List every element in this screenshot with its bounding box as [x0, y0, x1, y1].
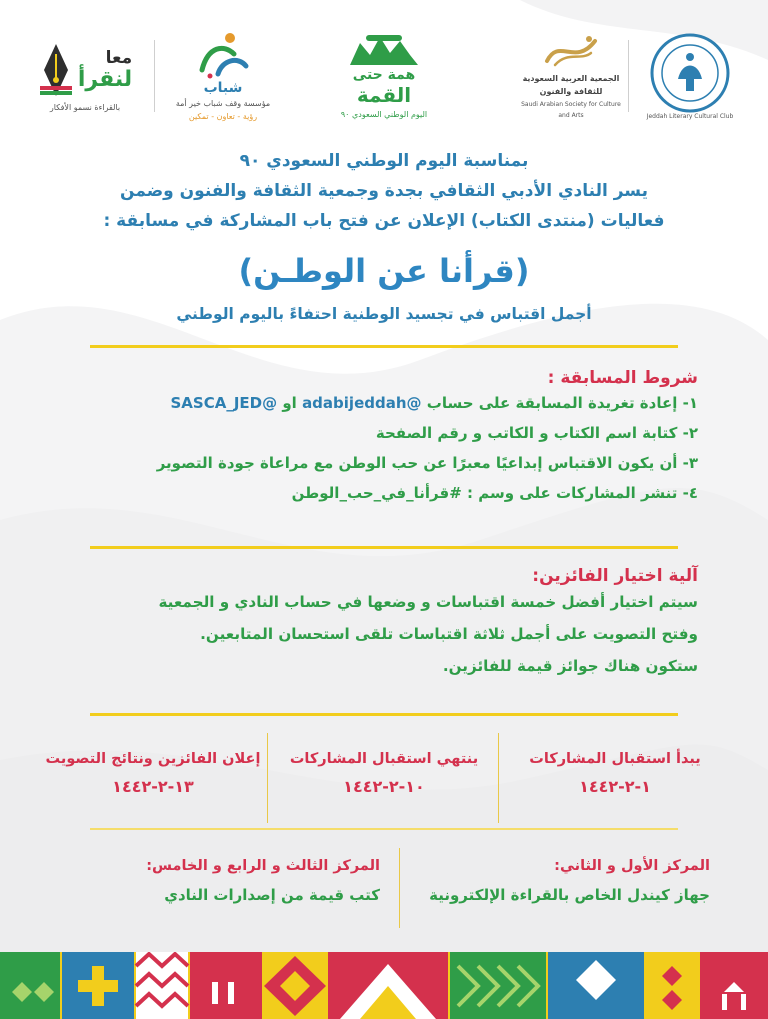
winners-heading: آلية اختيار الفائزين:: [532, 566, 698, 586]
sasca-caption: Saudi Arabian Society for Culture and Arts: [521, 101, 621, 119]
shabab-name: شباب: [203, 80, 243, 96]
winners-section: [58, 566, 698, 682]
schedule-date: ١٠-٢-١٤٤٢: [343, 777, 425, 796]
schedule-date: ١٣-٢-١٤٤٢: [112, 777, 194, 796]
prize-label: المركز الثالث و الرابع و الخامس:: [146, 858, 380, 874]
section-divider: [90, 713, 678, 716]
shabab-caption: مؤسسة وقف شباب خير أمة: [175, 99, 271, 108]
intro-text: [0, 146, 768, 236]
condition-item-2: ٢- كتابة اسم الكتاب و الكاتب و رقم الصفحة: [375, 424, 698, 442]
club-emblem-icon: [648, 31, 732, 115]
intro-line1: بمناسبة اليوم الوطني السعودي ٩٠: [239, 151, 529, 171]
section-divider: [90, 546, 678, 549]
pen-nib-icon: [38, 40, 74, 100]
prize-value: كتب قيمة من إصدارات النادي: [164, 886, 380, 904]
section-divider: [90, 828, 678, 830]
mountain-silhouette-icon: [346, 33, 422, 67]
hemma-line2: القمة: [356, 82, 412, 107]
condition-number: ١-: [682, 394, 698, 412]
conditions-section: [58, 368, 698, 508]
schedule-row: [38, 733, 730, 823]
calligraphy-flourish-icon: [541, 31, 601, 71]
schedule-start: [500, 733, 730, 823]
condition-item-3: ٣- أن يكون الاقتباس إبداعيًا معبرًا عن حب الوطن مع مراعاة جودة التصوير: [156, 454, 698, 472]
prize-label: المركز الأول و الثاني:: [554, 858, 710, 874]
prize-first-second: [410, 848, 710, 904]
shabab-logo: [168, 28, 278, 124]
prizes-row: [90, 848, 710, 928]
national-day-logo: [324, 28, 444, 124]
condition-text: إعادة تغريدة المسابقة على حساب: [426, 394, 678, 412]
maan-line2: لنقرأ: [77, 66, 133, 92]
hemma-caption: اليوم الوطني السعودي ٩٠: [340, 109, 428, 119]
traditional-pattern-band: [0, 952, 768, 1019]
schedule-end: [269, 733, 499, 823]
prize-third-fifth: [90, 848, 380, 904]
logo-divider: [154, 40, 155, 112]
sasca-handle[interactable]: @SASCA_JED: [170, 394, 278, 412]
condition-item-1: [58, 388, 698, 418]
prize-value: جهاز كيندل الخاص بالقراءة الإلكترونية: [429, 886, 710, 904]
shabab-figure-icon: [188, 30, 258, 80]
section-divider: [90, 345, 678, 348]
schedule-label: ينتهي استقبال المشاركات: [289, 751, 479, 767]
maan-linaqra-logo: [30, 28, 140, 124]
or-text: او: [282, 394, 297, 412]
logo-row: [0, 28, 768, 124]
schedule-date: ١-٢-١٤٤٢: [579, 777, 651, 796]
maan-line1: معا: [105, 47, 133, 68]
hemma-line1: همة حتى: [352, 66, 416, 83]
shabab-caption2: رؤية - تعاون - تمكين: [188, 112, 258, 121]
conditions-heading: شروط المسابقة :: [547, 368, 698, 388]
schedule-announce: [38, 733, 268, 823]
schedule-label: يبدأ استقبال المشاركات: [529, 751, 701, 767]
jeddah-club-logo: [640, 28, 740, 124]
competition-title: (قرأنا عن الوطـن): [238, 252, 530, 290]
sasca-line2: للثقافة والفنون: [539, 87, 603, 96]
logo-divider: [628, 40, 629, 112]
club-caption: Jeddah Literary Cultural Club: [646, 112, 734, 120]
sasca-logo: [516, 28, 626, 124]
maan-caption: بالقراءة نسمو الأفكار: [49, 102, 121, 112]
winners-line2: وفتح التصويت على أجمل ثلاثة اقتباسات تلقى استحسان المتابعين.: [200, 625, 698, 643]
maan-linaqra-mark: [38, 40, 132, 100]
condition-item-4: ٤- تنشر المشاركات على وسم : #قرأنا_في_حب_الوطن: [291, 484, 698, 502]
schedule-label: إعلان الفائزين ونتائج التصويت: [45, 751, 261, 767]
intro-line2: يسر النادي الأدبي الثقافي بجدة وجمعية الثقافة والفنون وضمن: [120, 181, 648, 201]
prizes-divider: [399, 848, 400, 928]
adabijeddah-handle[interactable]: @adabijeddah: [302, 394, 422, 412]
intro-line3: فعاليات (منتدى الكتاب) الإعلان عن فتح باب المشاركة في مسابقة :: [103, 211, 665, 231]
competition-subtitle: أجمل اقتباس في تجسيد الوطنية احتفاءً باليوم الوطني: [176, 305, 592, 323]
sasca-line1: الجمعية العربية السعودية: [522, 74, 620, 83]
winners-line3: ستكون هناك جوائز قيمة للفائزين.: [442, 657, 698, 675]
winners-line1: سيتم اختيار أفضل خمسة اقتباسات و وضعها في حساب النادي و الجمعية: [158, 593, 698, 611]
